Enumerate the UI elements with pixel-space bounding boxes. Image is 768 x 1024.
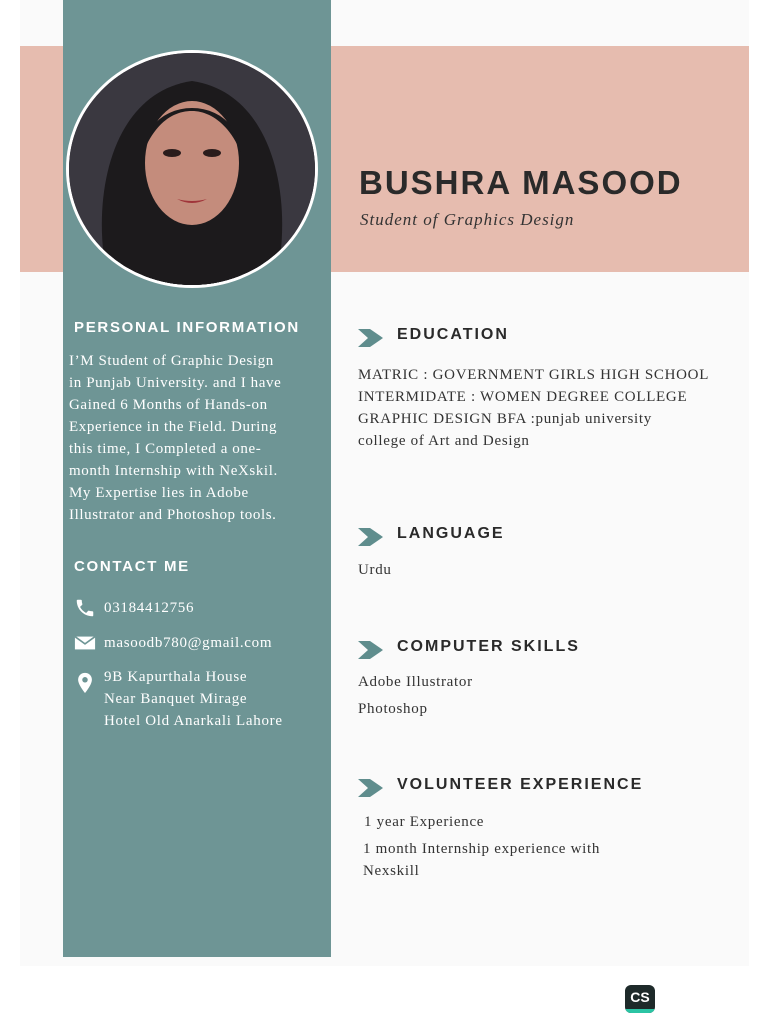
education-heading: EDUCATION — [397, 326, 509, 343]
skill-item: Photoshop — [358, 701, 428, 717]
bio-line: this time, I Completed a one- — [69, 441, 262, 457]
bio-line: My Expertise lies in Adobe — [69, 485, 249, 501]
profile-title: Student of Graphics Design — [360, 210, 575, 229]
personal-bio — [69, 350, 331, 526]
bio-line: month Internship with NeXskil. — [69, 463, 278, 479]
volunteer-item — [363, 838, 600, 882]
bio-line: Experience in the Field. During — [69, 419, 278, 435]
address-line: Hotel Old Anarkali Lahore — [104, 713, 283, 729]
volunteer-item — [364, 811, 484, 833]
phone-number[interactable]: 03184412756 — [104, 600, 195, 616]
language-heading: LANGUAGE — [397, 525, 505, 542]
education-line: college of Art and Design — [358, 433, 530, 449]
envelope-icon — [74, 632, 96, 654]
email-address[interactable]: masoodb780@gmail.com — [104, 635, 273, 651]
chevron-right-icon — [358, 528, 383, 546]
skills-heading: COMPUTER SKILLS — [397, 638, 580, 655]
volunteer-line: Nexskill — [363, 863, 420, 879]
phone-icon — [74, 597, 96, 619]
profile-photo — [66, 50, 318, 288]
skills-list — [358, 669, 473, 723]
bio-line: I’M Student of Graphic Design — [69, 353, 274, 369]
bio-line: Gained 6 Months of Hands-on — [69, 397, 268, 413]
camscanner-logo — [625, 985, 655, 1013]
education-line: INTERMIDATE : WOMEN DEGREE COLLEGE — [358, 389, 688, 405]
education-line: GRAPHIC DESIGN BFA :punjab university — [358, 411, 652, 427]
volunteer-heading: VOLUNTEER EXPERIENCE — [397, 776, 644, 793]
volunteer-line: 1 year Experience — [364, 814, 485, 830]
profile-name: BUSHRA MASOOD — [359, 164, 683, 201]
personal-info-heading: PERSONAL INFORMATION — [74, 319, 300, 336]
camscanner-logo-label: CS — [630, 989, 650, 1005]
chevron-right-icon — [358, 329, 383, 347]
address-line: Near Banquet Mirage — [104, 691, 248, 707]
location-pin-icon — [74, 672, 96, 694]
contact-heading: CONTACT ME — [74, 558, 190, 575]
volunteer-line: 1 month Internship experience with — [363, 841, 601, 857]
skill-item: Adobe Illustrator — [358, 674, 473, 690]
language-list — [358, 559, 392, 581]
bio-line: Illustrator and Photoshop tools. — [69, 507, 277, 523]
chevron-right-icon — [358, 641, 383, 659]
education-line: MATRIC : GOVERNMENT GIRLS HIGH SCHOOL — [358, 367, 710, 383]
address-line: 9B Kapurthala House — [104, 669, 248, 685]
address — [104, 666, 283, 732]
chevron-right-icon — [358, 779, 383, 797]
language-item: Urdu — [358, 562, 392, 578]
education-list — [358, 364, 709, 452]
bio-line: in Punjab University. and I have — [69, 375, 282, 391]
